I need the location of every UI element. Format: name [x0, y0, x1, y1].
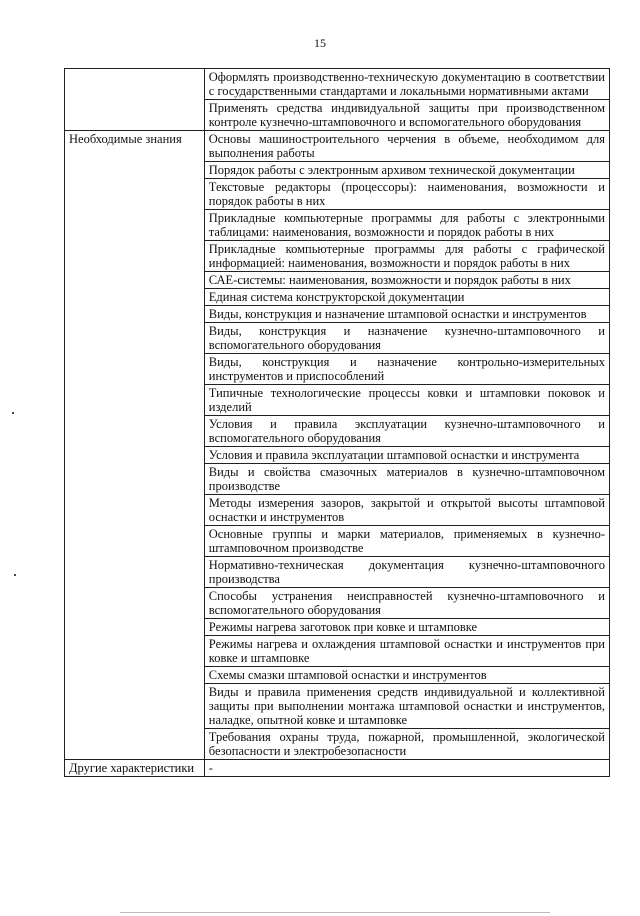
requirement-cell: Схемы смазки штамповой оснастки и инструментов: [204, 667, 609, 684]
requirement-cell: Основы машиностроительного черчения в объеме, необходимом для выполнения работы: [204, 131, 609, 162]
requirement-cell: Оформлять производственно-техническую документацию в соответствии с государственными стандартами и локальными нормативными актами: [204, 69, 609, 100]
requirement-cell: Способы устранения неисправностей кузнечно-штамповочного и вспомогательного оборудования: [204, 588, 609, 619]
requirement-cell: Прикладные компьютерные программы для работы с электронными таблицами: наименования, возможности и порядок работы в них: [204, 210, 609, 241]
requirement-cell: Виды и свойства смазочных материалов в кузнечно-штамповочном производстве: [204, 464, 609, 495]
requirement-cell: Порядок работы с электронным архивом технической документации: [204, 162, 609, 179]
requirement-cell: Условия и правила эксплуатации штамповой оснастки и инструмента: [204, 447, 609, 464]
qualification-table: [64, 68, 610, 777]
table-row: [65, 69, 610, 100]
requirement-cell: -: [204, 760, 609, 777]
requirement-cell: Применять средства индивидуальной защиты при производственном контроле кузнечно-штамповочного и вспомогательного оборудования: [204, 100, 609, 131]
requirement-cell: Основные группы и марки материалов, применяемых в кузнечно-штамповочном производстве: [204, 526, 609, 557]
requirement-cell: Текстовые редакторы (процессоры): наименования, возможности и порядок работы в них: [204, 179, 609, 210]
requirement-cell: Режимы нагрева и охлаждения штамповой оснастки и инструментов при ковке и штамповке: [204, 636, 609, 667]
requirement-cell: САЕ-системы: наименования, возможности и порядок работы в них: [204, 272, 609, 289]
requirement-cell: Условия и правила эксплуатации кузнечно-штамповочного и вспомогательного оборудования: [204, 416, 609, 447]
table-row: [65, 131, 610, 162]
requirement-cell: Виды и правила применения средств индивидуальной и коллективной защиты при выполнении монтажа штамповой оснастки и инструментов, наладке, опытной ковке и штамповке: [204, 684, 609, 729]
requirement-cell: Прикладные компьютерные программы для работы с графической информацией: наименования, возможности и порядок работы в них: [204, 241, 609, 272]
requirement-cell: Единая система конструкторской документации: [204, 289, 609, 306]
table-row: [65, 760, 610, 777]
section-label: Необходимые знания: [65, 131, 205, 760]
page-number: 15: [314, 36, 326, 50]
requirement-cell: Виды, конструкция и назначение штамповой оснастки и инструментов: [204, 306, 609, 323]
requirement-cell: Требования охраны труда, пожарной, промышленной, экологической безопасности и электробезопасности: [204, 729, 609, 760]
section-label: Другие характеристики: [65, 760, 205, 777]
requirement-cell: Типичные технологические процессы ковки и штамповки поковок и изделий: [204, 385, 609, 416]
requirement-cell: Методы измерения зазоров, закрытой и открытой высоты штамповой оснастки и инструментов: [204, 495, 609, 526]
scan-edge-mark: [14, 574, 16, 576]
requirement-cell: Режимы нагрева заготовок при ковке и штамповке: [204, 619, 609, 636]
scan-edge-mark: [12, 412, 14, 414]
scan-bottom-rule: [120, 912, 550, 913]
section-label: [65, 69, 205, 131]
requirement-cell: Виды, конструкция и назначение кузнечно-штамповочного и вспомогательного оборудования: [204, 323, 609, 354]
table-body: [65, 69, 610, 777]
requirement-cell: Виды, конструкция и назначение контрольно-измерительных инструментов и приспособлений: [204, 354, 609, 385]
requirement-cell: Нормативно-техническая документация кузнечно-штамповочного производства: [204, 557, 609, 588]
